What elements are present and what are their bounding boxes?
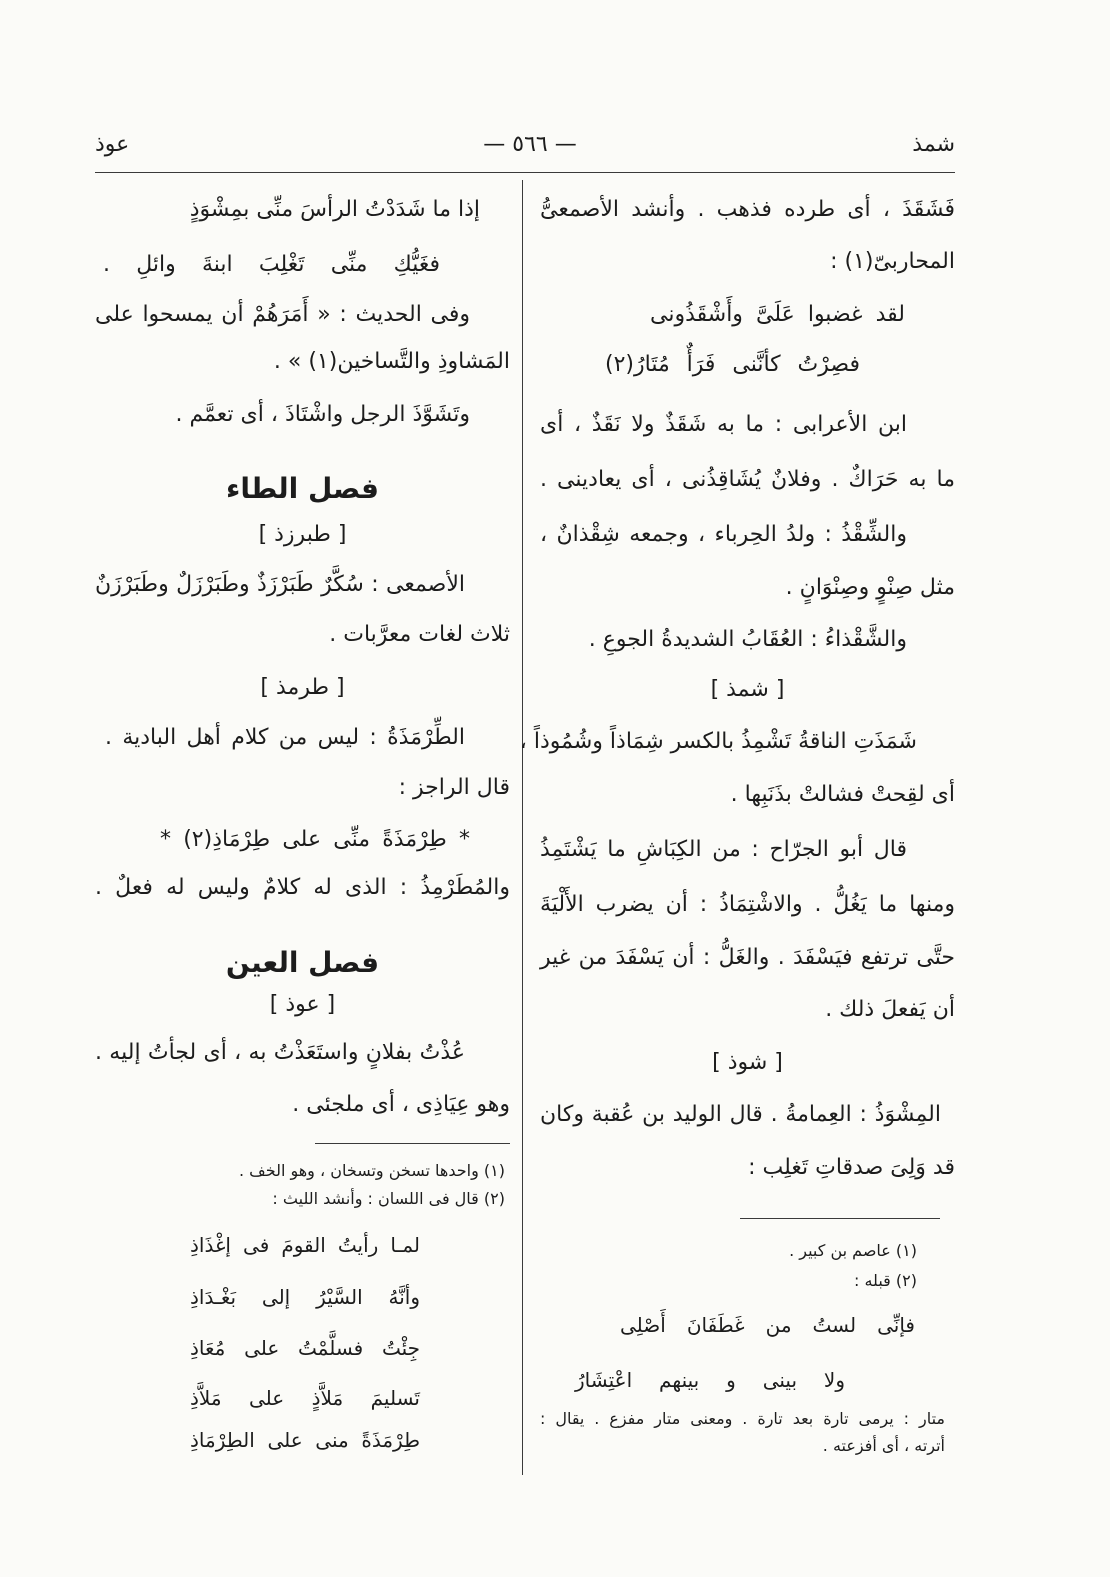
entry-text-line: أن يَفعلَ ذلك .: [825, 997, 955, 1022]
entry-text-line: والشِّقْذُ : ولدُ الحِرباء ، وجمعه شِقْذانٌ ،: [540, 522, 907, 547]
verse-line: فغَيُّكِ منِّى تَغْلِبَ ابنةَ وائلِ .: [103, 252, 440, 277]
entry-text-line: والشَّقْذاءُ : العُقَابُ الشديدةُ الجوعِ .: [588, 627, 907, 652]
entry-headword: [ عوذ ]: [269, 992, 336, 1017]
running-head-right: شمذ: [912, 132, 955, 157]
entry-headword: [ طرمذ ]: [260, 675, 345, 700]
entry-text-line: شَمَذَتِ الناقةُ تَشْمِذُ بالكسر شِمَاذاً وشُمُوذاً ،: [519, 729, 917, 754]
entry-text-line: ابن الأعرابى : ما به شَقَذٌ ولا نَقَذٌ ، أى: [540, 412, 907, 437]
section-heading: فصل الطاء: [226, 472, 379, 505]
entry-text-line: عُذْتُ بفلانٍ واستَعَذْتُ به ، أى لجأتُ إليه .: [95, 1040, 465, 1065]
page-number: — ٥٦٦ —: [483, 132, 577, 157]
entry-text-line: وتَشَوَّذَ الرجل واشْتَاذَ ، أى تعمَّم .: [175, 402, 470, 427]
entry-text-line: قال أبو الجرّاح : من الكِبَاشِ ما يَشْتَمِذُ: [540, 837, 907, 862]
left-column: [95, 0, 510, 1577]
verse-line: * طِرْمَذَةً منِّى على طِرْمَاذِ(٢) *: [160, 827, 470, 852]
footnote-line: (١) عاصم بن كبير .: [789, 1241, 917, 1260]
verse-line: إذا ما شَدَدْتُ الرأسَ منِّى بمِشْوَذٍ: [189, 197, 480, 222]
entry-text-line: الأصمعى : سُكَّرٌ طَبَرْزَذٌ وطَبَرْزَلٌ وطَبَرْزَنٌ: [95, 572, 465, 597]
footnote-line: أترته ، أى أفزعته .: [822, 1436, 945, 1455]
entry-text-line: وفى الحديث : « أَمَرَهُمْ أن يمسحوا على: [95, 302, 470, 327]
entry-headword: [ طبرزذ ]: [258, 522, 347, 547]
footnote-verse-line: طِرْمَذَةً منى على الطِرْمَاذِ: [190, 1428, 420, 1452]
entry-text-line: قد وَلِىَ صدقاتِ تَغلِب :: [748, 1155, 955, 1180]
entry-text-line: حتَّى ترتفع فيَسْفَدَ . والغَلُّ : أن يَسْفَدَ من غير: [540, 945, 955, 970]
entry-text-line: مثل صِنْوٍ وصِنْوَانٍ .: [785, 575, 955, 600]
running-head-left: عوذ: [95, 132, 130, 157]
footnote-rule: [740, 1218, 940, 1219]
footnote-line: (٢) قبله :: [854, 1271, 917, 1290]
entry-text-line: المحاربىّ(١) :: [830, 249, 955, 274]
entry-text-line: ومنها ما يَغُلُّ . والاشْتِمَاذُ : أن يضرب الأَلْيَةَ: [540, 892, 955, 917]
footnote-verse-line: فإنِّى لستُ من غَطَفَانَ أَصْلِى: [620, 1313, 915, 1337]
entry-text-line: قال الراجز :: [398, 775, 510, 800]
footnote-line: (٢) قال فى اللسان : وأنشد الليث :: [272, 1189, 505, 1208]
entry-text-line: ما به حَرَاكٌ . وفلانٌ يُشَاقِذُنى ، أى يعادينى .: [540, 467, 955, 492]
entry-text-line: أى لقِحتْ فشالتْ بذَنَبِها .: [730, 782, 955, 807]
entry-headword: [ شمذ ]: [710, 677, 785, 702]
entry-headword: [ شوذ ]: [712, 1050, 783, 1075]
footnote-rule: [315, 1143, 510, 1144]
verse-line: لقد غضبوا عَلَىَّ وأَشْقَذُونى: [650, 302, 905, 327]
footnote-line: متار : يرمى تارة بعد تارة . ومعنى متار مفزع . يقال :: [540, 1409, 945, 1428]
entry-text-line: المِشْوَذُ : العِمامةُ . قال الوليد بن عُقبة وكان: [540, 1102, 941, 1127]
column-divider: [522, 180, 523, 1475]
footnote-verse-line: لمـا رأيتُ القومَ فى إغْذَاذِ: [190, 1233, 420, 1257]
entry-text-line: والمُطَرْمِذُ : الذى له كلامٌ وليس له فعلٌ .: [95, 875, 510, 900]
verse-line: فصِرْتُ كأنَّنى فَرَأٌ مُتَارُ(٢): [605, 352, 860, 377]
footnote-verse-line: تَسليمَ مَلاَّذٍ على مَلاَّذِ: [190, 1386, 420, 1410]
entry-text-line: وهو عِيَاذِى ، أى ملجئى .: [292, 1092, 510, 1117]
footnote-line: (١) واحدها تسخن وتسخان ، وهو الخف .: [239, 1161, 505, 1180]
entry-text-line: الطِّرْمَذَةُ : ليس من كلام أهل البادية .: [105, 725, 465, 750]
entry-text-line: ثلاث لغات معرَّبات .: [329, 622, 510, 647]
footnote-verse-line: ولا بينى و بينهم اعْتِشَارُ: [575, 1368, 845, 1392]
section-heading: فصل العين: [225, 946, 380, 979]
footnote-verse-line: وأنَّهُ السَّيْرُ إلى بَغْـدَاذِ: [190, 1285, 420, 1309]
footnote-verse-line: جِئْتُ فسلَّمْتُ على مُعَاذِ: [190, 1336, 420, 1360]
entry-text-line: فَشَقَذَ ، أى طرده فذهب . وأنشد الأصمعىُّ: [540, 197, 955, 222]
entry-text-line: المَشاوذِ والتَّساخين(١) » .: [273, 349, 510, 374]
